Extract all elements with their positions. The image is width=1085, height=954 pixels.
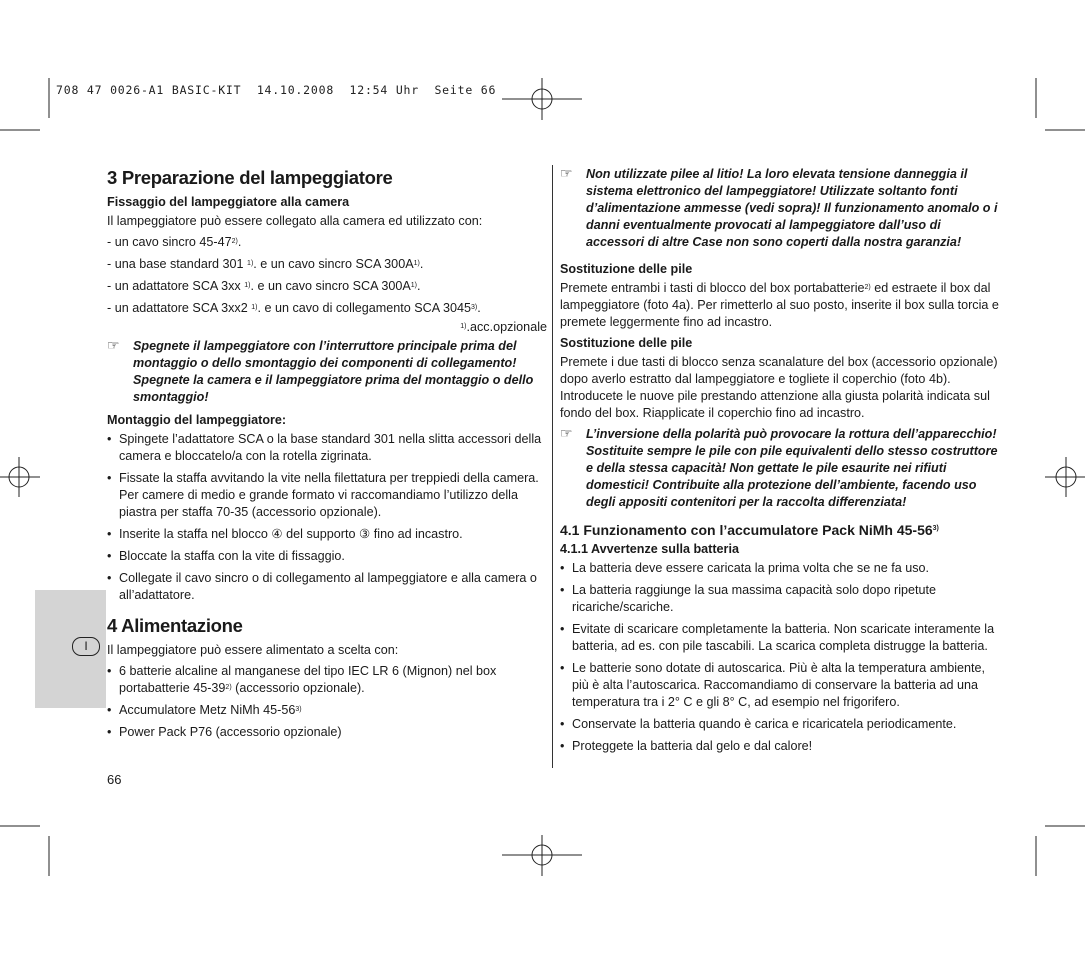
pointing-hand-icon: ☞ bbox=[107, 337, 120, 353]
alimentazione-list bbox=[107, 663, 547, 741]
list-item: • Le batterie sono dotate di autoscarica. Più è alta la temperatura ambiente, più è alta l’autoscarica. Raccomandiamo di conservare la batteria ad una temperatura tra i 2° C e gli 8° C, ad esempio nel frigorifero. bbox=[560, 660, 1000, 711]
list-item: • Accumulatore Metz NiMh 45-56$^{3)}$ bbox=[107, 702, 547, 719]
list-item: • La batteria deve essere caricata la prima volta che se ne fa uso. bbox=[560, 560, 1000, 577]
section-4-1-title: 4.1 Funzionamento con l’accumulatore Pack NiMh 45-56$^{3)}$ bbox=[560, 522, 939, 538]
section-4-title: 4 Alimentazione bbox=[107, 615, 243, 636]
page-number: 66 bbox=[107, 772, 122, 787]
option-line: - un adattatore SCA 3xx $^{1)}$. e un cavo sincro SCA $300A^{1)}$. bbox=[107, 279, 421, 293]
left-column bbox=[107, 166, 547, 746]
list-item: • La batteria raggiunge la sua massima capacità solo dopo ripetute ricariche/scariche. bbox=[560, 582, 1000, 616]
warning-note: ☞ Spegnete il lampeggiatore con l’interruttore principale prima del montaggio o dello smontaggio dei componenti di collegamento! Spegnete la camera e il lampeggiatore prima del montaggio o dello smontaggio! bbox=[107, 337, 534, 404]
option-line: - un cavo sincro 45-47$^{2)}$. bbox=[107, 235, 242, 249]
right-column bbox=[560, 166, 1000, 760]
warning-note: ☞ Non utilizzate pilee al litio! La loro elevata tensione danneggia il sistema elettronico del lampeggiatore! Utilizzate soltanto fonti d’alimentazione ammesse (vedi sopra)! Il funzionamento anomalo o i danni eventualmente provocati al lampeggiatore dall’uso di accessori di altre Case non sono coperti dalla nostra garanzia! bbox=[560, 165, 998, 249]
list-item: • Conservate la batteria quando è carica e ricaricatela periodicamente. bbox=[560, 716, 1000, 733]
pointing-hand-icon: ☞ bbox=[560, 425, 573, 441]
option-line: - una base standard 301 $^{1)}$. e un cavo sincro SCA $300A^{1)}$. bbox=[107, 257, 424, 271]
list-item: • Fissate la staffa avvitando la vite nella filettatura per treppiedi della camera. Per camere di medio e grande formato vi raccomandiamo l’utilizzo della piastra per staffa 70-35 (accessorio opzionale). bbox=[107, 470, 547, 521]
list-item: • 6 batterie alcaline al manganese del tipo IEC LR 6 (Mignon) nel box portabatterie 45-39$^{2)}$ (accessorio opzionale). bbox=[107, 663, 547, 697]
list-item: • Inserite la staffa nel blocco ④ del supporto ③ fino ad incastro. bbox=[107, 526, 547, 543]
list-item: • Bloccate la staffa con la vite di fissaggio. bbox=[107, 548, 547, 565]
fissaggio-intro: Il lampeggiatore può essere collegato alla camera ed utilizzato con: bbox=[107, 214, 483, 228]
list-item: • Power Pack P76 (accessorio opzionale) bbox=[107, 724, 547, 741]
list-item: • Spingete l’adattatore SCA o la base standard 301 nella slitta accessori della camera e bloccatelo/a con la rotella zigrinata. bbox=[107, 431, 547, 465]
section-3-title: 3 Preparazione del lampeggiatore bbox=[107, 167, 393, 188]
fissaggio-heading: Fissaggio del lampeggiatore alla camera bbox=[107, 195, 350, 209]
montaggio-heading: Montaggio del lampeggiatore: bbox=[107, 413, 287, 427]
warning-note: ☞ L’inversione della polarità può provocare la rottura dell’apparecchio! Sostituite sempre le pile con pile equivalenti dello stesso costruttore e della stessa capacità! Non gettate le pile esaurite nei rifiuti domestici! Contribuite alla protezione dell’ambiente, facendo uso degli appositi contenitori per la raccolta differenziata! bbox=[560, 425, 998, 509]
section-4-1-1-title: 4.1.1 Avvertenze sulla batteria bbox=[560, 542, 739, 556]
montaggio-list bbox=[107, 431, 547, 604]
list-item: • Collegate il cavo sincro o di collegamento al lampeggiatore e alla camera o all’adattatore. bbox=[107, 570, 547, 604]
language-tab-letter: I bbox=[72, 637, 100, 656]
sostituzione-heading: Sostituzione delle pile bbox=[560, 336, 693, 350]
list-item: • Evitate di scaricare completamente la batteria. Non scaricate interamente la batteria, ad es. con pile tascabili. La scarica completa distrugge la batteria. bbox=[560, 621, 1000, 655]
sostituzione-heading: Sostituzione delle pile bbox=[560, 262, 693, 276]
footnote: $^{1)}$.acc.opzionale bbox=[460, 320, 547, 334]
print-header: 708 47 0026-A1 BASIC-KIT 14.10.2008 12:54 Uhr Seite 66 bbox=[56, 83, 497, 97]
sostituzione-text: Premete entrambi i tasti di blocco del box portabatterie$^{2)}$ ed estraete il box dal lampeggiatore (foto 4a). Per rimetterlo al suo posto, inserite il box sulla torcia e premete leggermente fino ad incastro. bbox=[560, 281, 999, 329]
alimentazione-intro: Il lampeggiatore può essere alimentato a scelta con: bbox=[107, 643, 399, 657]
battery-list bbox=[560, 560, 1000, 755]
list-item: • Proteggete la batteria dal gelo e dal calore! bbox=[560, 738, 1000, 755]
column-divider bbox=[552, 165, 553, 768]
pointing-hand-icon: ☞ bbox=[560, 165, 573, 181]
sostituzione-text: Premete i due tasti di blocco senza scanalature del box (accessorio opzionale) dopo averlo estratto dal lampeggiatore e togliete il coperchio (foto 4b). Introducete le nuove pile prestando attenzione alla giusta polarità indicata sul fondo del box. Riapplicate il coperchio fino ad incastro. bbox=[560, 355, 998, 420]
option-line: - un adattatore SCA 3xx2 $^{1)}$. e un cavo di collegamento SCA 3045$^{3)}$. bbox=[107, 301, 481, 315]
